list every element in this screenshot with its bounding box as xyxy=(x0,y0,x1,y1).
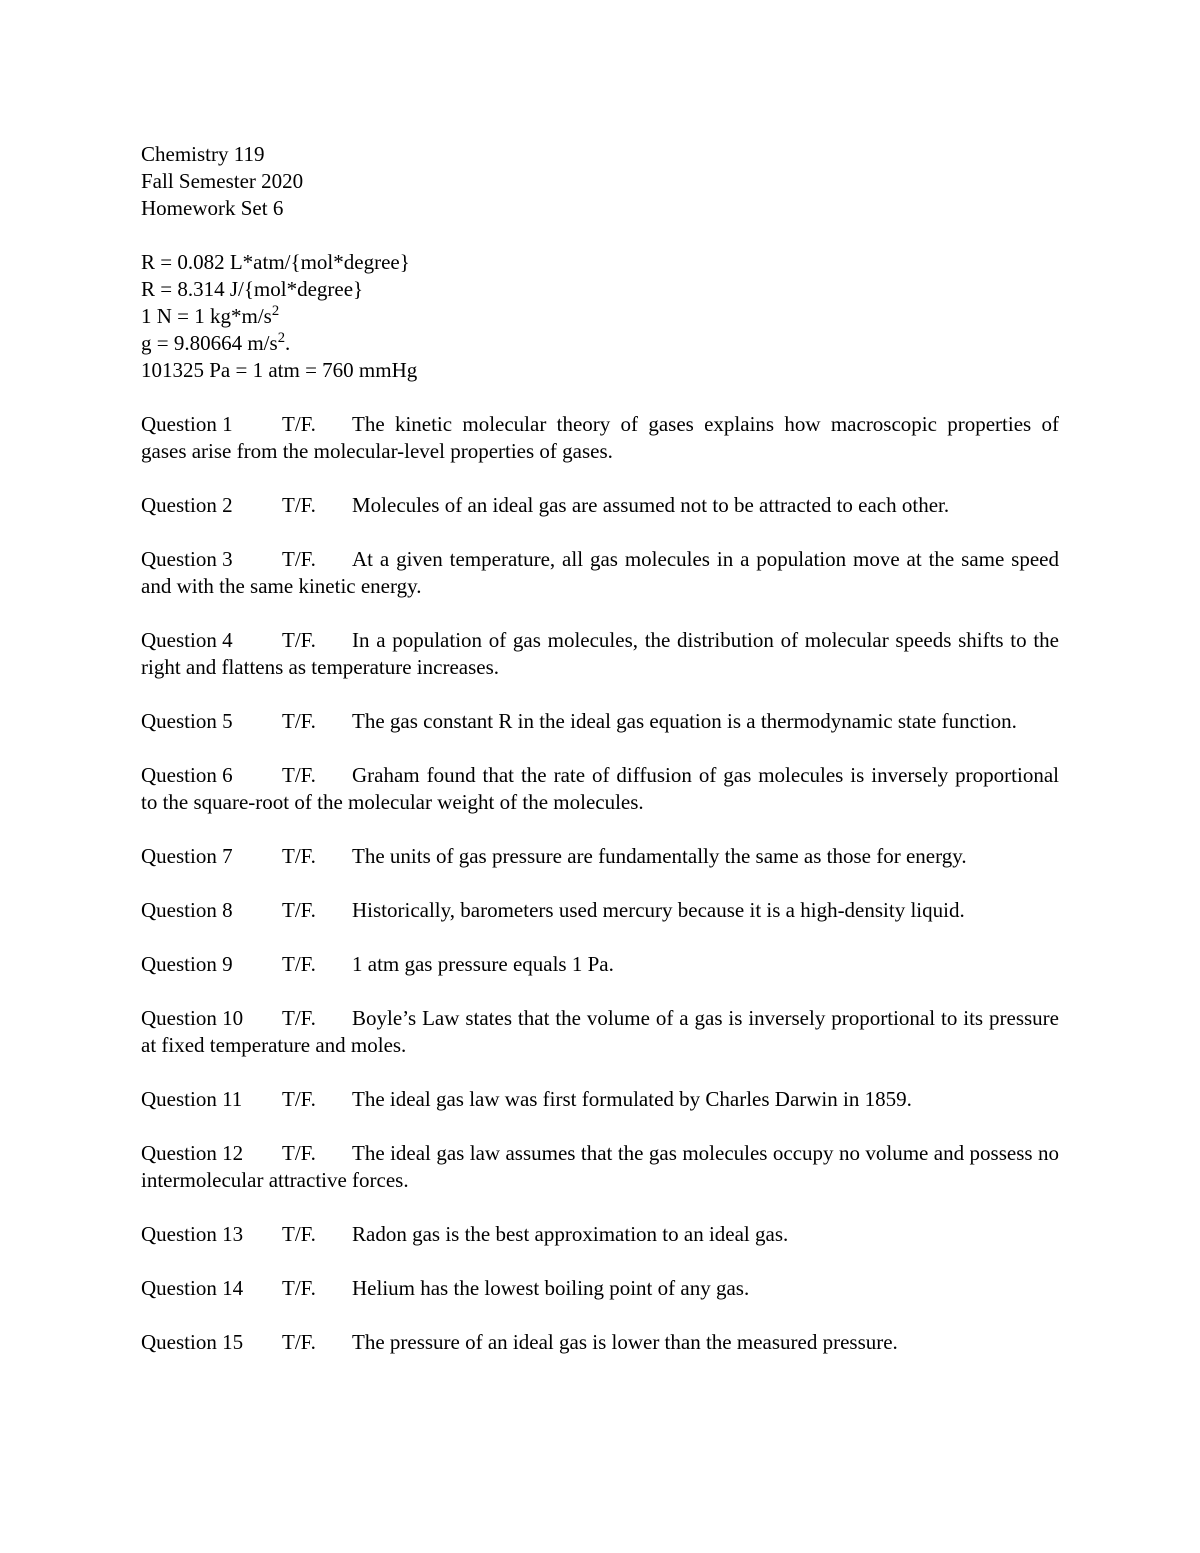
true-false-label: T/F. xyxy=(282,493,316,517)
gas-constant-joule: R = 8.314 J/{mol*degree} xyxy=(141,277,364,301)
question-text: The kinetic molecular theory of gases explains how macroscopic properties of gases arise from the molecular-level properties of gases. xyxy=(141,412,1059,463)
gravity-period: . xyxy=(285,331,291,355)
question-text: The pressure of an ideal gas is lower than the measured pressure. xyxy=(352,1330,898,1354)
question-text: The ideal gas law assumes that the gas molecules occupy no volume and possess no intermolecular attractive forces. xyxy=(141,1141,1059,1192)
question-text: Boyle’s Law states that the volume of a gas is inversely proportional to its pressure at fixed temperature and moles. xyxy=(141,1006,1059,1057)
question-item xyxy=(141,1140,1059,1194)
question-item xyxy=(141,951,1059,978)
question-item xyxy=(141,1275,1059,1302)
question-number: Question 2 xyxy=(141,493,233,517)
question-number: Question 11 xyxy=(141,1087,243,1111)
question-text: The ideal gas law was first formulated by Charles Darwin in 1859. xyxy=(352,1087,912,1111)
question-number: Question 5 xyxy=(141,709,233,733)
pressure-equivalence: 101325 Pa = 1 atm = 760 mmHg xyxy=(141,358,418,382)
question-text: The gas constant R in the ideal gas equation is a thermodynamic state function. xyxy=(352,709,1017,733)
gravity-constant-text: g = 9.80664 m/s xyxy=(141,331,278,355)
course-title: Chemistry 119 xyxy=(141,142,265,166)
question-text: Historically, barometers used mercury because it is a high-density liquid. xyxy=(352,898,965,922)
question-item xyxy=(141,627,1059,681)
gas-constant-liter-atm: R = 0.082 L*atm/{mol*degree} xyxy=(141,250,410,274)
question-item xyxy=(141,1329,1059,1356)
true-false-label: T/F. xyxy=(282,952,316,976)
document-header xyxy=(141,141,1059,222)
constants-list xyxy=(141,249,1059,384)
question-item xyxy=(141,411,1059,465)
true-false-label: T/F. xyxy=(282,709,316,733)
true-false-label: T/F. xyxy=(282,1330,316,1354)
question-item xyxy=(141,708,1059,735)
question-text: The units of gas pressure are fundamentally the same as those for energy. xyxy=(352,844,967,868)
gravity-exponent: 2 xyxy=(277,329,286,346)
question-list xyxy=(141,411,1059,1356)
question-text: Radon gas is the best approximation to an ideal gas. xyxy=(352,1222,789,1246)
newton-definition-text: 1 N = 1 kg*m/s xyxy=(141,304,272,328)
question-number: Question 4 xyxy=(141,628,233,652)
question-item xyxy=(141,1086,1059,1113)
question-text: At a given temperature, all gas molecules in a population move at the same speed and with the same kinetic energy. xyxy=(141,547,1059,598)
assignment-title: Homework Set 6 xyxy=(141,196,284,220)
true-false-label: T/F. xyxy=(282,844,316,868)
question-text: Graham found that the rate of diffusion of gas molecules is inversely proportional to the square-root of the molecular weight of the molecules. xyxy=(141,763,1059,814)
newton-definition xyxy=(141,303,1059,330)
true-false-label: T/F. xyxy=(282,1222,316,1246)
question-number: Question 7 xyxy=(141,844,233,868)
question-number: Question 9 xyxy=(141,952,233,976)
true-false-label: T/F. xyxy=(282,1087,316,1111)
question-text: 1 atm gas pressure equals 1 Pa. xyxy=(352,952,614,976)
question-item xyxy=(141,546,1059,600)
question-number: Question 12 xyxy=(141,1141,244,1165)
newton-exponent: 2 xyxy=(271,302,280,319)
true-false-label: T/F. xyxy=(282,1276,316,1300)
true-false-label: T/F. xyxy=(282,1141,316,1165)
true-false-label: T/F. xyxy=(282,628,316,652)
document-body xyxy=(141,141,1059,1383)
question-number: Question 6 xyxy=(141,763,233,787)
question-number: Question 8 xyxy=(141,898,233,922)
true-false-label: T/F. xyxy=(282,898,316,922)
semester-label: Fall Semester 2020 xyxy=(141,169,304,193)
true-false-label: T/F. xyxy=(282,547,316,571)
question-item xyxy=(141,843,1059,870)
gravity-constant xyxy=(141,330,1059,357)
question-item xyxy=(141,492,1059,519)
true-false-label: T/F. xyxy=(282,763,316,787)
question-item xyxy=(141,1005,1059,1059)
true-false-label: T/F. xyxy=(282,1006,316,1030)
question-number: Question 1 xyxy=(141,412,233,436)
question-number: Question 3 xyxy=(141,547,233,571)
question-text: In a population of gas molecules, the distribution of molecular speeds shifts to the right and flattens as temperature increases. xyxy=(141,628,1059,679)
question-number: Question 13 xyxy=(141,1222,244,1246)
question-item xyxy=(141,897,1059,924)
question-text: Molecules of an ideal gas are assumed not to be attracted to each other. xyxy=(352,493,950,517)
question-number: Question 15 xyxy=(141,1330,244,1354)
true-false-label: T/F. xyxy=(282,412,316,436)
question-item xyxy=(141,1221,1059,1248)
question-number: Question 10 xyxy=(141,1006,244,1030)
question-text: Helium has the lowest boiling point of any gas. xyxy=(352,1276,750,1300)
question-number: Question 14 xyxy=(141,1276,244,1300)
question-item xyxy=(141,762,1059,816)
